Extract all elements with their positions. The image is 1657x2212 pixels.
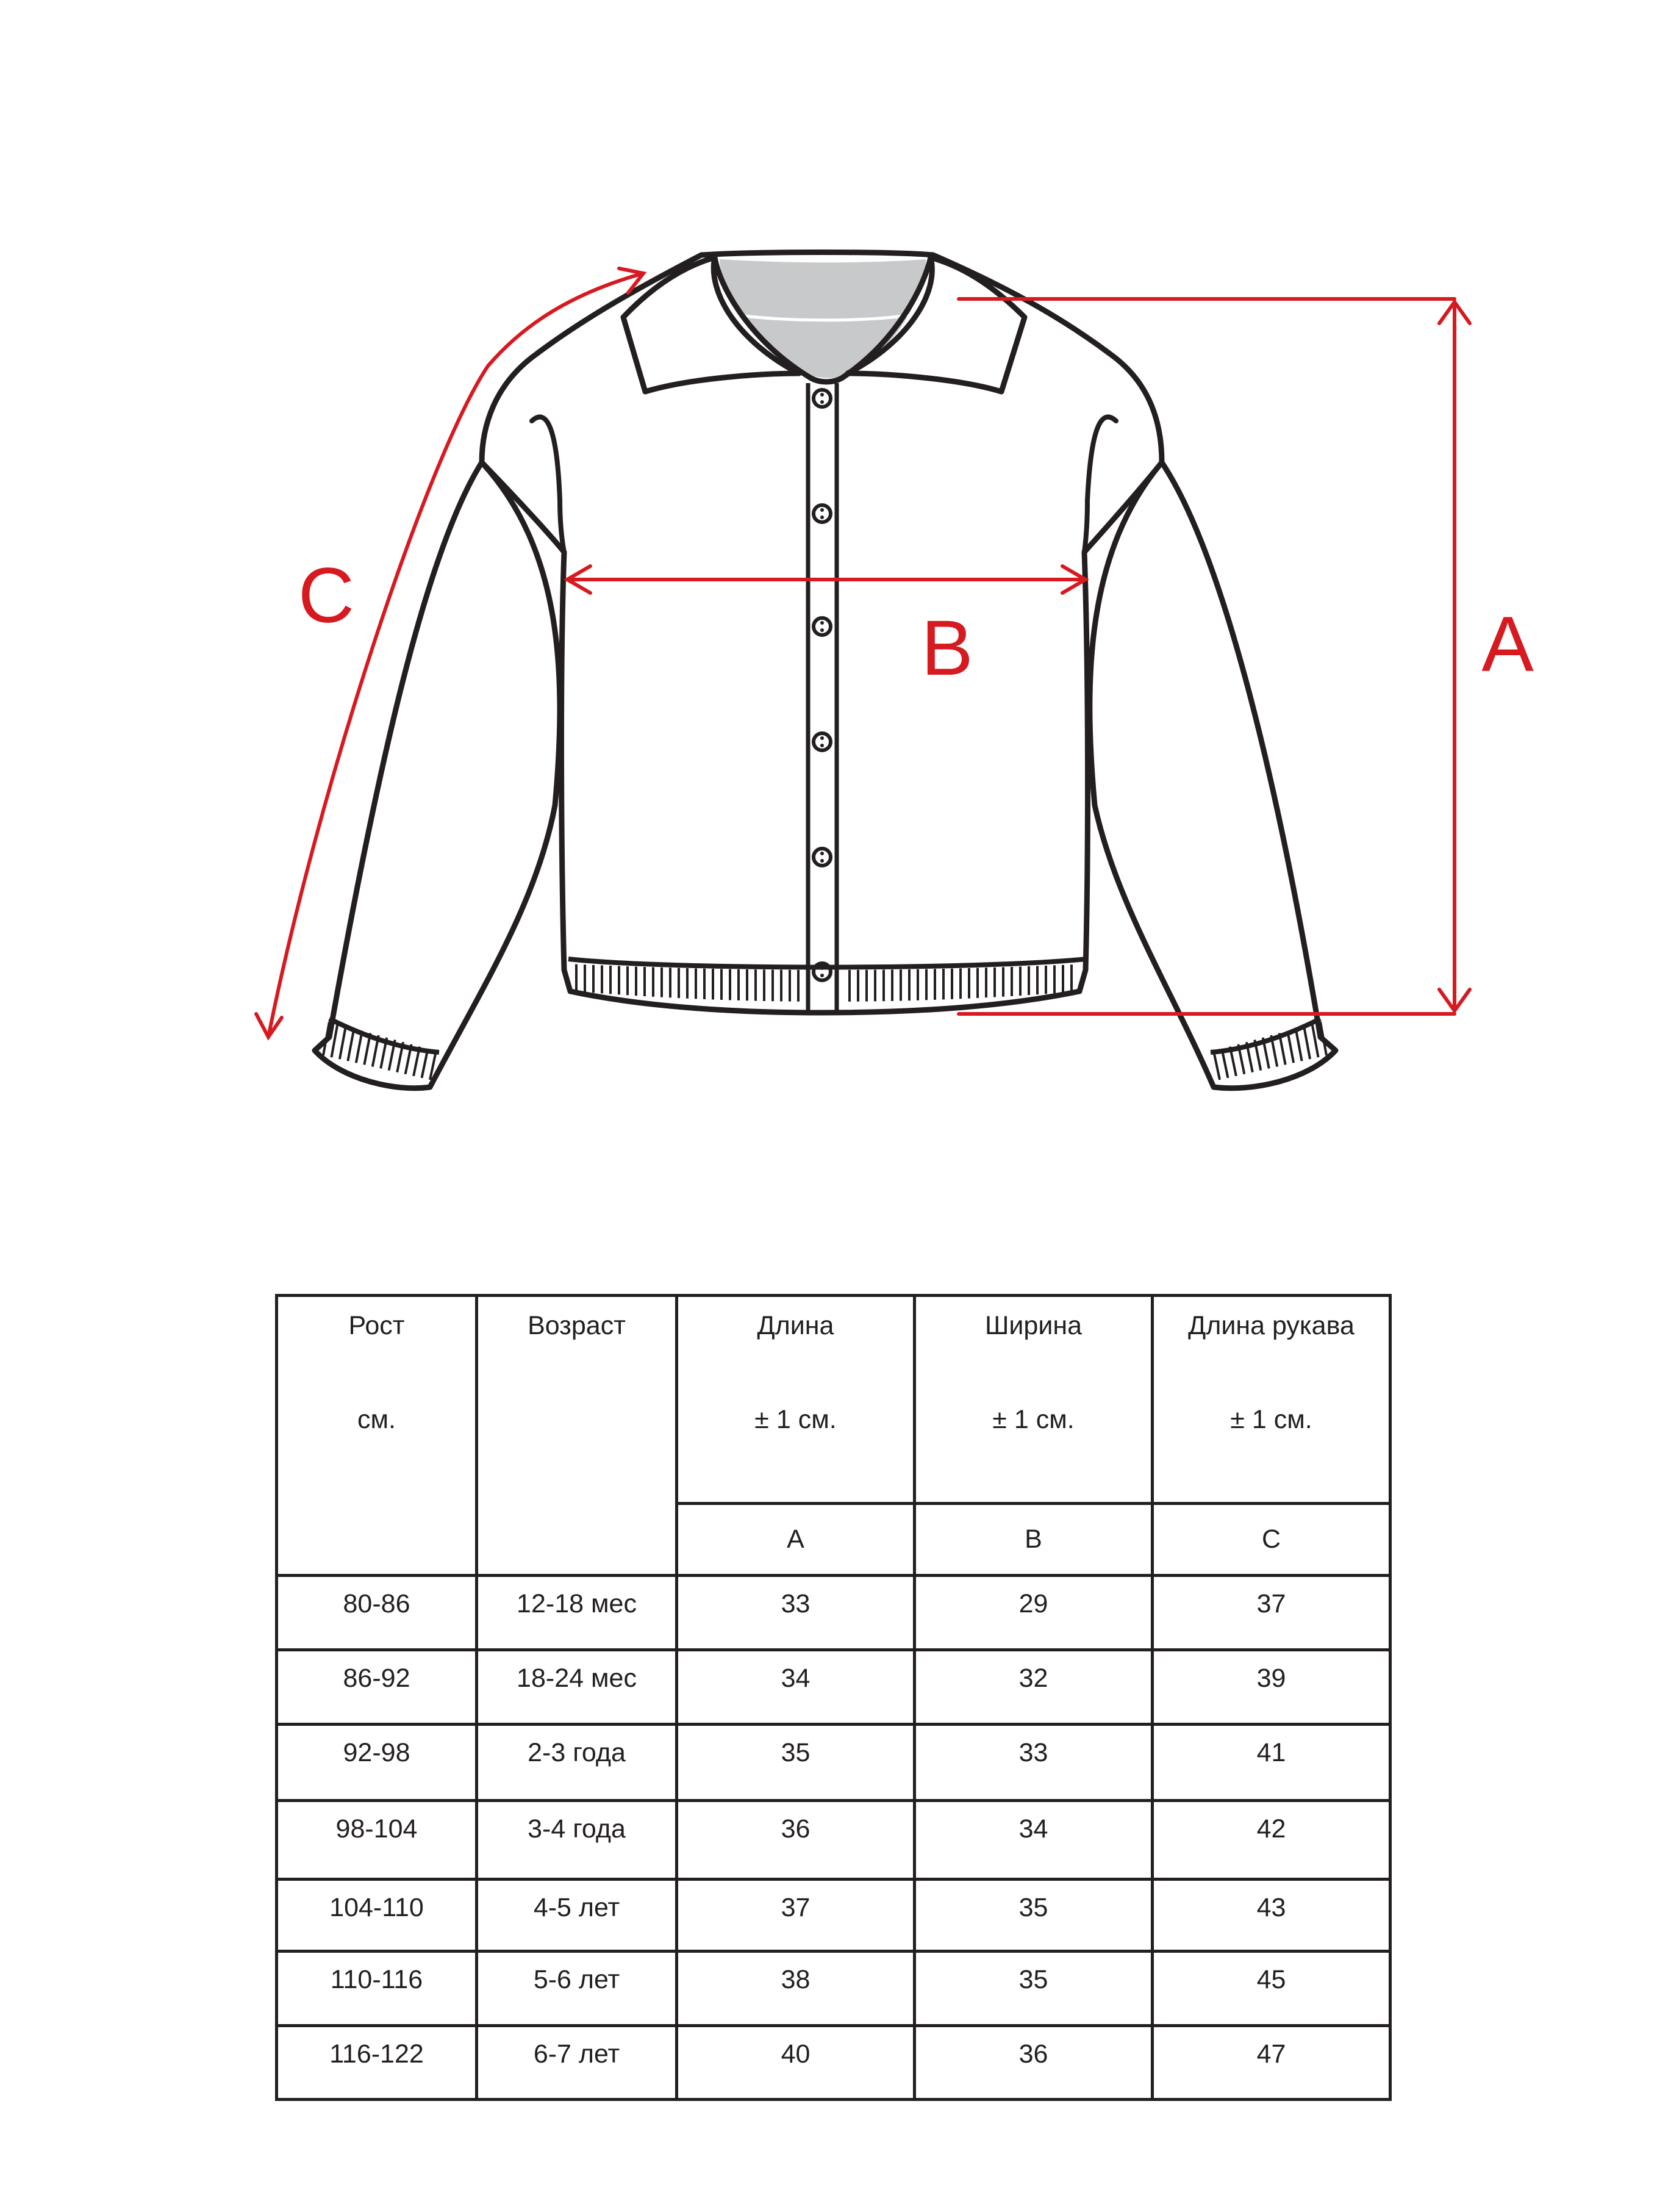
table-cell: 86-92 xyxy=(277,1650,477,1725)
table-cell: 34 xyxy=(677,1650,915,1725)
label-a: A xyxy=(1481,601,1534,688)
table-row xyxy=(277,1801,1390,1880)
label-b: B xyxy=(921,605,973,692)
letter-b: B xyxy=(915,1503,1153,1575)
button xyxy=(814,618,831,635)
table-cell: 47 xyxy=(1153,2026,1390,2100)
header-height-label: Рост xyxy=(348,1311,405,1340)
table-cell: 40 xyxy=(677,2026,915,2100)
table-body xyxy=(277,1576,1390,2100)
table-cell: 41 xyxy=(1153,1725,1390,1801)
table-cell: 110-116 xyxy=(277,1952,477,2026)
table-cell: 4-5 лет xyxy=(477,1880,677,1952)
letter-a: A xyxy=(677,1503,915,1575)
table-cell: 6-7 лет xyxy=(477,2026,677,2100)
table-cell: 33 xyxy=(915,1725,1153,1801)
table-cell: 37 xyxy=(1153,1576,1390,1650)
header-width xyxy=(915,1296,1153,1504)
table-cell: 33 xyxy=(677,1576,915,1650)
header-sleeve xyxy=(1153,1296,1390,1504)
table-cell: 36 xyxy=(677,1801,915,1880)
table-row xyxy=(277,1952,1390,2026)
header-age-label: Возраст xyxy=(528,1311,626,1340)
table-cell: 39 xyxy=(1153,1650,1390,1725)
table-header-row xyxy=(277,1296,1390,1504)
button xyxy=(814,390,831,407)
table-cell: 42 xyxy=(1153,1801,1390,1880)
header-length-label: Длина xyxy=(757,1311,834,1340)
table-cell: 34 xyxy=(915,1801,1153,1880)
button xyxy=(814,505,831,522)
button xyxy=(814,733,831,750)
header-width-label: Ширина xyxy=(984,1311,1083,1340)
right-sleeve xyxy=(1090,462,1336,1088)
table-row xyxy=(277,1725,1390,1801)
label-c: C xyxy=(298,552,355,639)
table-cell: 36 xyxy=(915,2026,1153,2100)
table-cell: 98-104 xyxy=(277,1801,477,1880)
table-cell: 12-18 мес xyxy=(477,1576,677,1650)
table-cell: 104-110 xyxy=(277,1880,477,1952)
table-cell: 38 xyxy=(677,1952,915,2026)
table-cell: 32 xyxy=(915,1650,1153,1725)
table-cell: 45 xyxy=(1153,1952,1390,2026)
table-cell: 3-4 года xyxy=(477,1801,677,1880)
size-table xyxy=(275,1294,1392,2101)
header-sleeve-tolerance: ± 1 см. xyxy=(1230,1405,1312,1434)
table-cell: 18-24 мес xyxy=(477,1650,677,1725)
table-row xyxy=(277,1576,1390,1650)
table-cell: 92-98 xyxy=(277,1725,477,1801)
header-age xyxy=(477,1296,677,1576)
table-cell: 35 xyxy=(915,1880,1153,1952)
button xyxy=(814,849,831,866)
table-row xyxy=(277,1650,1390,1725)
table-cell: 80-86 xyxy=(277,1576,477,1650)
table-row xyxy=(277,1880,1390,1952)
header-sleeve-label: Длина рукава xyxy=(1188,1311,1355,1340)
table-cell: 2-3 года xyxy=(477,1725,677,1801)
header-height-unit: см. xyxy=(357,1405,396,1434)
table-cell: 5-6 лет xyxy=(477,1952,677,2026)
table-cell: 35 xyxy=(677,1725,915,1801)
letter-c: C xyxy=(1153,1503,1390,1575)
table-cell: 35 xyxy=(915,1952,1153,2026)
table-cell: 29 xyxy=(915,1576,1153,1650)
table-cell: 37 xyxy=(677,1880,915,1952)
table-cell: 43 xyxy=(1153,1880,1390,1952)
table-row xyxy=(277,2026,1390,2100)
header-height xyxy=(277,1296,477,1576)
header-length xyxy=(677,1296,915,1504)
header-width-tolerance: ± 1 см. xyxy=(992,1405,1075,1434)
header-length-tolerance: ± 1 см. xyxy=(754,1405,837,1434)
table-cell: 116-122 xyxy=(277,2026,477,2100)
